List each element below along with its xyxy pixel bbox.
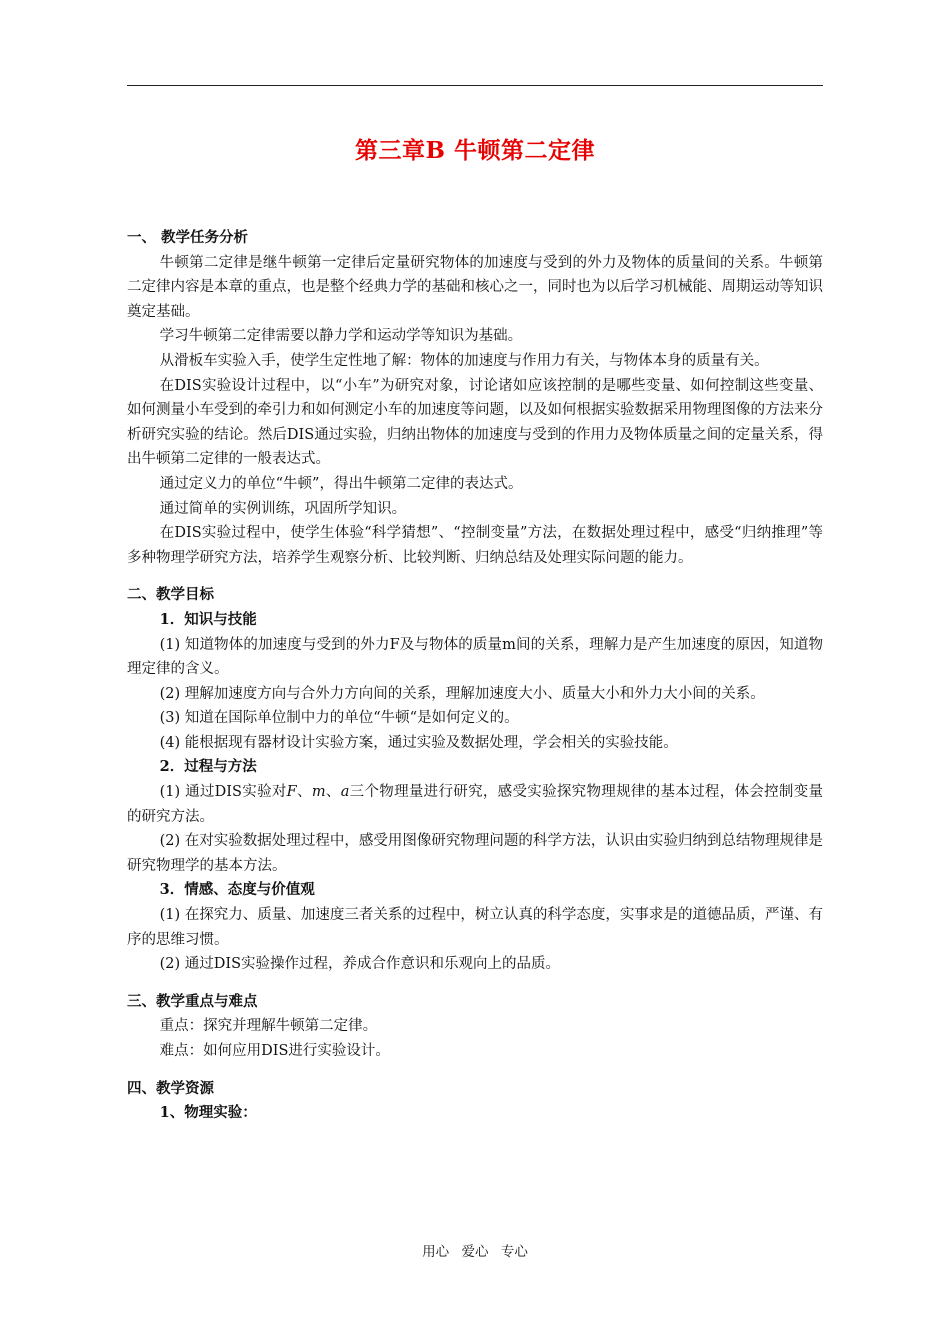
list-item: (2) 通过DIS实验操作过程，养成合作意识和乐观向上的品质。: [159, 956, 561, 973]
paragraph: 学习牛顿第二定律需要以静力学和运动学等知识为基础。: [159, 328, 523, 345]
paragraph: 牛顿第二定律是继牛顿第一定律后定量研究物体的加速度与受到的外力及物体的质量间的关系。牛顿第二定律内容是本章的重点，也是整个经典力学的基础和核心之一，同时也为以后学习机械能、周期运动等知识奠定基础。: [127, 254, 823, 320]
list-item-text: 三个物理量进行研究，感受实验探究物理规律的基本过程，体会控制变量的研究方法。: [127, 784, 824, 825]
subheading-process-methods: 2．过程与方法: [159, 758, 257, 776]
list-item: (1) 在探究力、质量、加速度三者关系的过程中，树立认真的科学态度，实事求是的道德品质，严谨、有序的思维习惯。: [127, 907, 823, 948]
paragraph: 难点：如何应用DIS进行实验设计。: [159, 1043, 390, 1059]
section-heading-task-analysis: 一、 教学任务分析: [127, 229, 249, 246]
separator: 、: [296, 784, 312, 801]
paragraph: 从滑板车实验入手，使学生定性地了解：物体的加速度与作用力有关，与物体本身的质量有关。: [159, 352, 769, 369]
paragraph: 重点：探究并理解牛顿第二定律。: [159, 1018, 378, 1035]
paragraph: 在DIS实验过程中，使学生体验“科学猜想”、“控制变量”方法，在数据处理过程中，感受“归纳推理”等多种物理学研究方法，培养学生观察分析、比较判断、归纳总结及处理实际问题的能力。: [127, 525, 823, 566]
symbol-acceleration: a: [340, 784, 350, 801]
paragraph: 通过定义力的单位“牛顿”，得出牛顿第二定律的表达式。: [159, 475, 523, 492]
list-item: (2) 理解加速度方向与合外力方向间的关系，理解加速度大小、质量大小和外力大小间的关系。: [159, 685, 765, 702]
subheading-knowledge-skills: 1．知识与技能: [159, 610, 257, 628]
list-item: (3) 知道在国际单位制中力的单位“牛顿“是如何定义的。: [159, 710, 519, 727]
list-item: (2) 在对实验数据处理过程中，感受用图像研究物理问题的科学方法，认识由实验归纳到总结物理规律是研究物理学的基本方法。: [127, 833, 823, 874]
list-item-text: (1) 通过DIS实验对: [159, 784, 287, 801]
paragraph: 在DIS实验设计过程中，以“小车”为研究对象，讨论诸如应该控制的是哪些变量、如何控制这些变量、如何测量小车受到的牵引力和如何测定小车的加速度等问题，以及如何根据实验数据采用物理图像的方法来分析研究实验的结论。然后DIS通过实验，归纳出物体的加速度与受到的作用力及物体质量之间的定量关系，得出牛顿第二定律的一般表达式。: [127, 377, 823, 468]
separator: 、: [325, 784, 341, 801]
list-item: (4) 能根据现有器材设计实验方案，通过实验及数据处理，学会相关的实验技能。: [159, 734, 678, 751]
document-body: [127, 226, 823, 1126]
list-item: (1) 知道物体的加速度与受到的外力F及与物体的质量m间的关系，理解力是产生加速度的原因，知道物理定律的含义。: [127, 636, 823, 678]
symbol-mass: m: [311, 784, 326, 801]
symbol-force: F: [286, 784, 297, 801]
list-item: [127, 780, 823, 829]
page-footer: 用心 爱心 专心: [422, 1244, 528, 1260]
subheading-physics-experiment: 1、物理实验：: [159, 1104, 257, 1122]
header-rule: [127, 85, 823, 86]
section-heading-objectives: 二、教学目标: [127, 586, 214, 604]
section-heading-key-points: 三、教学重点与难点: [127, 992, 258, 1010]
document-title: 第三章B 牛顿第二定律: [355, 137, 595, 164]
section-heading-resources: 四、教学资源: [127, 1079, 214, 1097]
paragraph: 通过简单的实例训练，巩固所学知识。: [159, 500, 407, 517]
subheading-attitudes-values: 3．情感、态度与价值观: [159, 881, 315, 899]
